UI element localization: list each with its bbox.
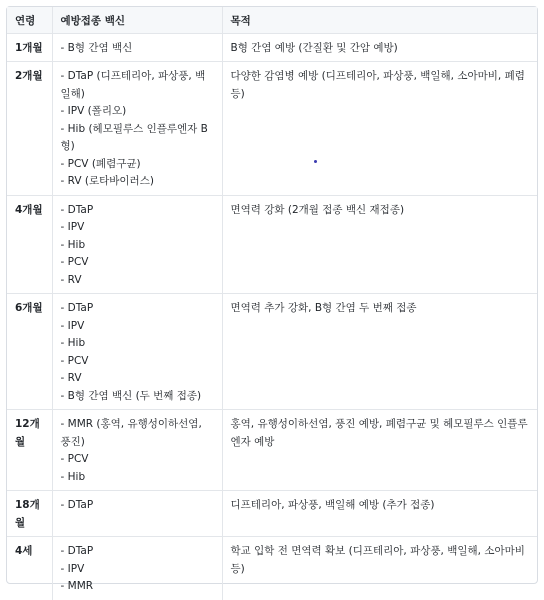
row-vaccines [52,537,222,600]
row-age: 12개월 [7,410,52,491]
row-age: 2개월 [7,62,52,196]
row-purpose: 디프테리아, 파상풍, 백일해 예방 (추가 접종) [222,491,537,537]
vaccine-item: - IPV [61,561,214,579]
vaccination-table-container [6,6,538,592]
vaccine-item: - PCV [61,254,214,272]
vaccine-item: - DTaP [61,543,214,561]
row-age: 4세 [7,537,52,600]
row-purpose: 면역력 강화 (2개월 접종 백신 재접종) [222,195,537,294]
table-header-row [7,7,537,33]
vaccine-item: - Hib (헤모필루스 인플루엔자 B형) [61,121,214,156]
header-vaccine: 예방접종 백신 [52,7,222,33]
row-vaccines [52,195,222,294]
vaccine-item: - IPV [61,318,214,336]
row-age: 4개월 [7,195,52,294]
row-purpose: 홍역, 유행성이하선염, 풍진 예방, 폐렴구균 및 헤모필루스 인플루엔자 예방 [222,410,537,491]
vaccine-item: - IPV (폴리오) [61,103,214,121]
row-age: 6개월 [7,294,52,410]
row-purpose: 면역력 추가 강화, B형 간염 두 번째 접종 [222,294,537,410]
vaccine-item: - RV [61,272,214,290]
vaccination-table [7,7,537,600]
header-purpose: 목적 [222,7,537,33]
vaccine-item: - B형 간염 백신 [61,40,214,58]
table-row [7,62,537,196]
cursor-dot [314,160,317,163]
vaccine-item: - PCV [61,353,214,371]
row-vaccines [52,294,222,410]
row-vaccines [52,62,222,196]
row-vaccines [52,491,222,537]
vaccine-item: - Hib [61,335,214,353]
row-age: 1개월 [7,33,52,62]
vaccine-item: - B형 간염 백신 (두 번째 접종) [61,388,214,406]
vaccine-item: - DTaP [61,300,214,318]
row-purpose: B형 간염 예방 (간질환 및 간암 예방) [222,33,537,62]
vaccine-item: - MMR [61,578,214,596]
table-row [7,33,537,62]
row-purpose: 학교 입학 전 면역력 확보 (디프테리아, 파상풍, 백일해, 소아마비 등) [230,545,525,575]
row-vaccines [52,410,222,491]
row-purpose: 다양한 감염병 예방 (디프테리아, 파상풍, 백일해, 소아마비, 폐렴 등) [222,62,537,196]
vaccine-item: - DTaP [61,497,214,515]
table-row [7,195,537,294]
vaccine-item: - PCV (폐렴구균) [61,156,214,174]
vaccine-item: - Hib [61,237,214,255]
vaccine-item: - RV [61,370,214,388]
vaccine-item: - RV (로타바이러스) [61,173,214,191]
table-row [7,410,537,491]
row-age: 18개월 [7,491,52,537]
table-row [7,537,537,600]
table-row [7,491,537,537]
vaccine-item: - Hib [61,469,214,487]
vaccine-item: - IPV [61,219,214,237]
vaccine-item: - PCV [61,451,214,469]
vaccine-item: - DTaP (디프테리아, 파상풍, 백일해) [61,68,214,103]
vaccine-item: - MMR (홍역, 유행성이하선염, 풍진) [61,416,214,451]
table-row [7,294,537,410]
header-age: 연령 [7,7,52,33]
row-vaccines [52,33,222,62]
vaccine-item: - DTaP [61,202,214,220]
